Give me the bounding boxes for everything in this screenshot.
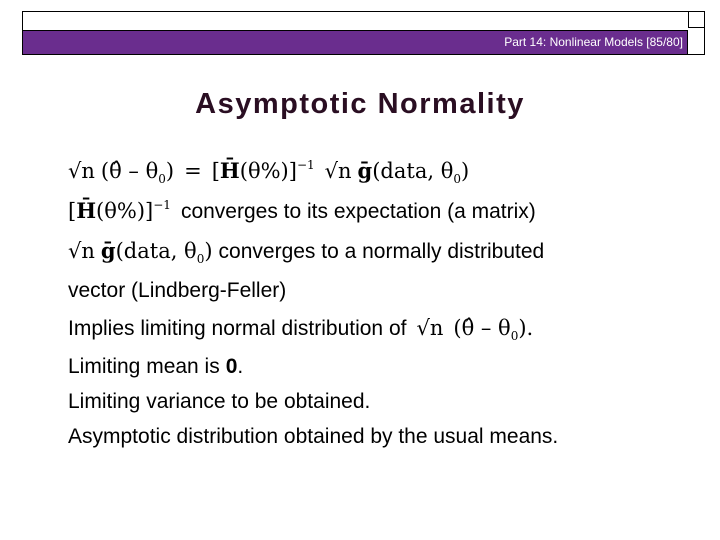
sqrt-n: √n — [68, 159, 95, 183]
theta-subscript: 0 — [510, 329, 519, 343]
line-8-text: Asymptotic distribution obtained by the usual means. — [68, 425, 559, 448]
hessian-h: H̄ — [219, 158, 240, 183]
gradient-subscript: 0 — [453, 172, 461, 186]
sqrt-n: √n — [68, 239, 95, 263]
line-6-period: . — [237, 355, 244, 378]
gradient-g: ḡ — [357, 158, 373, 183]
sqrt-n: √n — [416, 316, 444, 340]
equals-sign: = — [184, 159, 202, 183]
hessian-arg: (θ%)] — [239, 159, 297, 183]
hessian-arg: (θ%)] — [96, 199, 154, 223]
line-5-text: Implies limiting normal distribution of — [68, 317, 407, 340]
paren-close: ). — [518, 316, 534, 340]
slide-title: Asymptotic Normality — [195, 88, 525, 120]
theta-hat-diff: (θ̂ – θ — [453, 316, 511, 340]
header-frame — [22, 11, 705, 55]
equation-line-1 — [68, 158, 469, 186]
gradient-args: (data, θ — [115, 239, 197, 263]
line-2-text: converges to its expectation (a matrix) — [180, 200, 536, 223]
line-gradient-converges — [68, 238, 544, 266]
hessian-h: H̄ — [76, 198, 97, 223]
bracket-open: [ — [68, 199, 77, 223]
paren-close: ) — [165, 159, 175, 183]
theta-subscript: 0 — [158, 172, 166, 186]
line-asymptotic-distribution — [68, 425, 558, 449]
gradient-close: ) — [204, 239, 213, 263]
mean-value: 0 — [225, 355, 238, 378]
inverse-exponent: −1 — [296, 158, 315, 172]
gradient-args: (data, θ — [372, 159, 454, 183]
line-limiting-mean — [68, 355, 243, 379]
line-7-text: Limiting variance to be obtained. — [68, 390, 371, 413]
line-hessian-converges — [68, 198, 536, 224]
line-implies — [68, 316, 533, 343]
line-4-text: vector (Lindberg-Feller) — [68, 279, 287, 302]
line-limiting-variance — [68, 390, 370, 414]
sqrt-n-2: √n — [324, 159, 352, 183]
inverse-exponent: −1 — [153, 198, 171, 212]
header-bar — [23, 30, 688, 54]
header-top-band — [23, 12, 688, 28]
header-corner-box — [688, 12, 704, 28]
gradient-subscript: 0 — [196, 252, 205, 266]
header-text: Part 14: Nonlinear Models [85/80] — [504, 35, 683, 49]
line-vector — [68, 279, 286, 303]
gradient-close: ) — [460, 159, 470, 183]
gradient-g: ḡ — [100, 238, 116, 263]
theta-hat-diff: (θ̂ – θ — [100, 159, 159, 183]
line-6-text: Limiting mean is — [68, 355, 220, 378]
bracket-open: [ — [211, 159, 220, 183]
line-3-text: converges to a normally distributed — [218, 240, 545, 263]
